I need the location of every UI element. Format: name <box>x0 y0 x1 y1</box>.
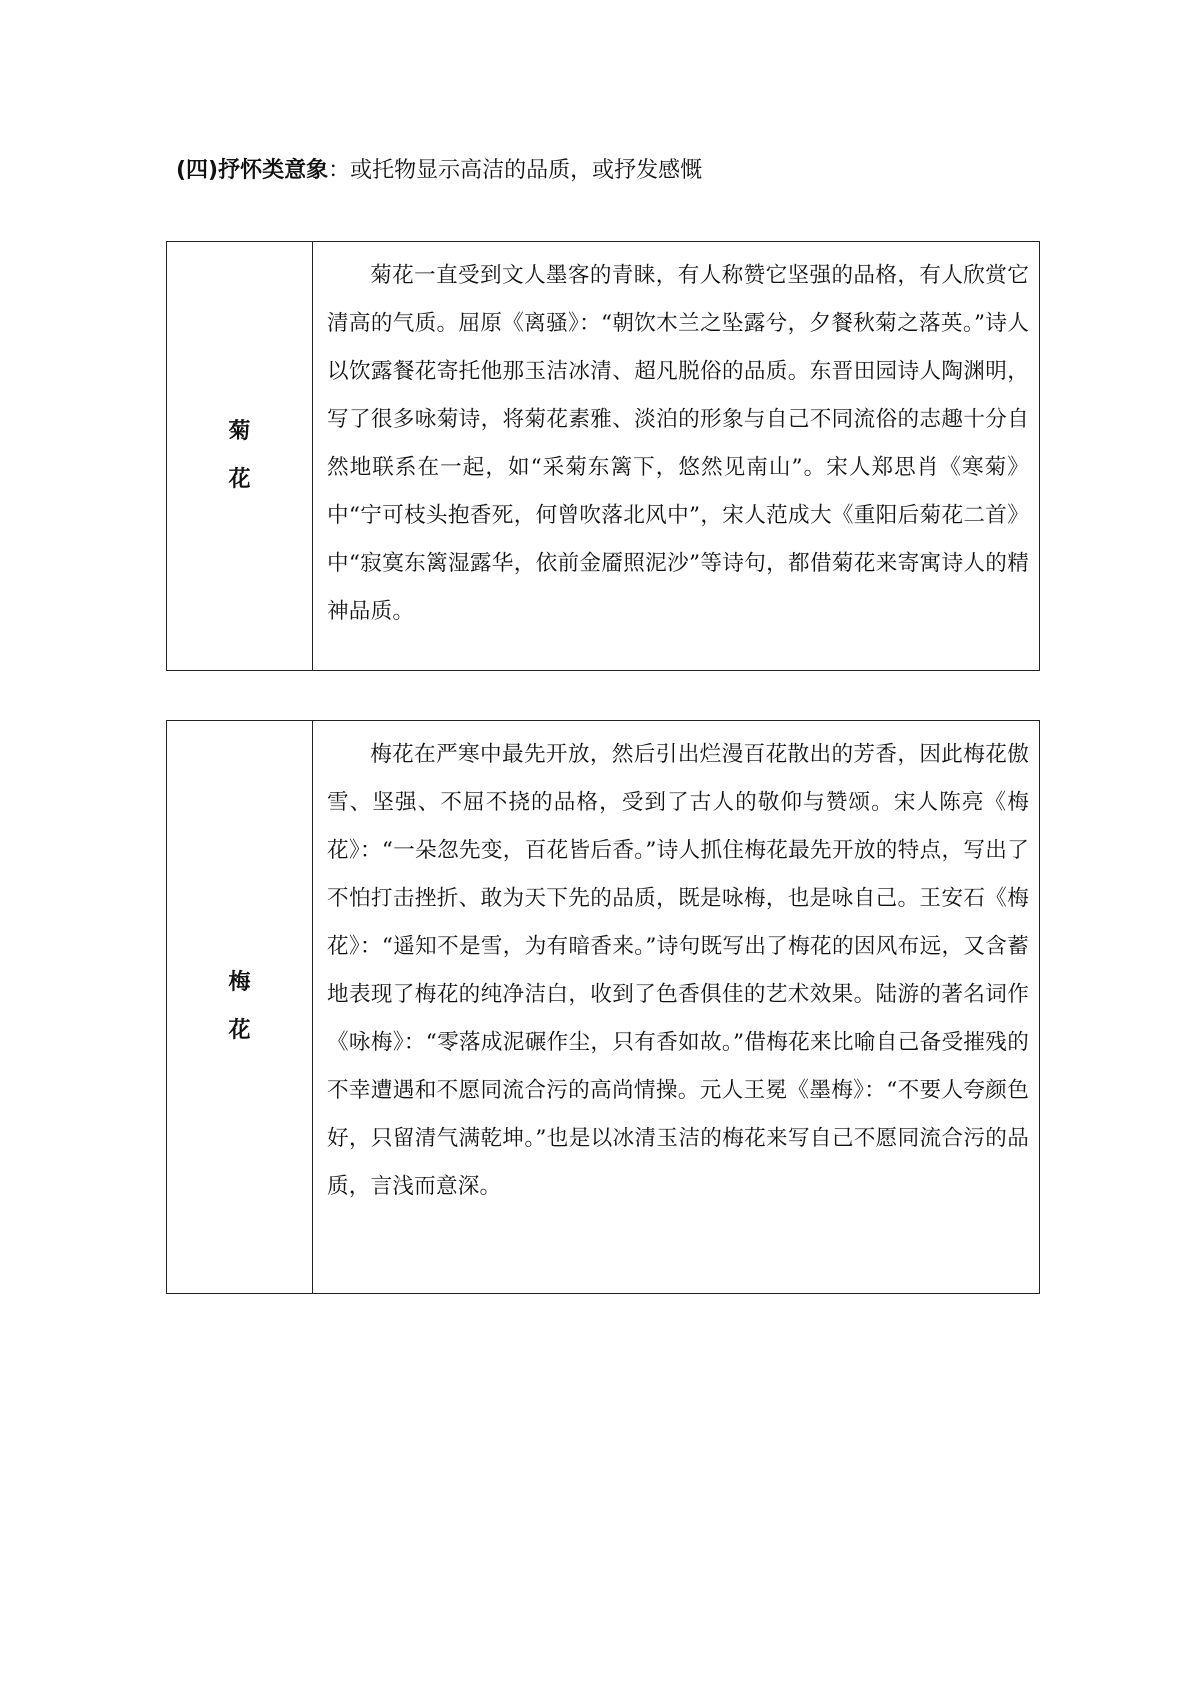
chrysanthemum-table <box>166 241 1040 671</box>
term-cell <box>167 721 313 1293</box>
section-heading-label: (四)抒怀类意象 <box>176 158 329 183</box>
term-char: 花 <box>228 1018 251 1043</box>
term-char: 花 <box>228 467 251 492</box>
description-text: 菊花一直受到文人墨客的青睐，有人称赞它坚强的品格，有人欣赏它清高的气质。屈原《离骚》：“朝饮木兰之坠露兮，夕餐秋菊之落英。”诗人以饮露餐花寄托他那玉洁冰清、超凡脱俗的品质。东晋田园诗人陶渊明，写了很多咏菊诗，将菊花素雅、淡泊的形象与自己不同流俗的志趣十分自然地联系在一起，如“采菊东篱下，悠然见南山”。宋人郑思肖《寒菊》中“宁可枝头抱香死，何曾吹落北风中”，宋人范成大《重阳后菊花二首》中“寂寞东篱湿露华，依前金靥照泥沙”等诗句，都借菊花来寄寓诗人的精神品质。 <box>327 263 1029 624</box>
plum-blossom-table <box>166 720 1040 1294</box>
term-cell <box>167 242 313 670</box>
term-char: 梅 <box>228 970 251 995</box>
term-char: 菊 <box>228 419 251 444</box>
description-cell <box>313 721 1039 1293</box>
section-heading <box>176 156 702 186</box>
description-text: 梅花在严寒中最先开放，然后引出烂漫百花散出的芳香，因此梅花傲雪、坚强、不屈不挠的品格，受到了古人的敬仰与赞颂。宋人陈亮《梅花》：“一朵忽先变，百花皆后香。”诗人抓住梅花最先开放的特点，写出了不怕打击挫折、敢为天下先的品质，既是咏梅，也是咏自己。王安石《梅花》：“遥知不是雪，为有暗香来。”诗句既写出了梅花的因风布远，又含蓄地表现了梅花的纯净洁白，收到了色香俱佳的艺术效果。陆游的著名词作《咏梅》：“零落成泥碾作尘，只有香如故。”借梅花来比喻自己备受摧残的不幸遭遇和不愿同流合污的高尚情操。元人王冕《墨梅》：“不要人夸颜色好，只留清气满乾坤。”也是以冰清玉洁的梅花来写自己不愿同流合污的品质，言浅而意深。 <box>327 742 1029 1199</box>
section-heading-text: ：或托物显示高洁的品质，或抒发感慨 <box>328 158 703 183</box>
description-cell <box>313 242 1039 670</box>
